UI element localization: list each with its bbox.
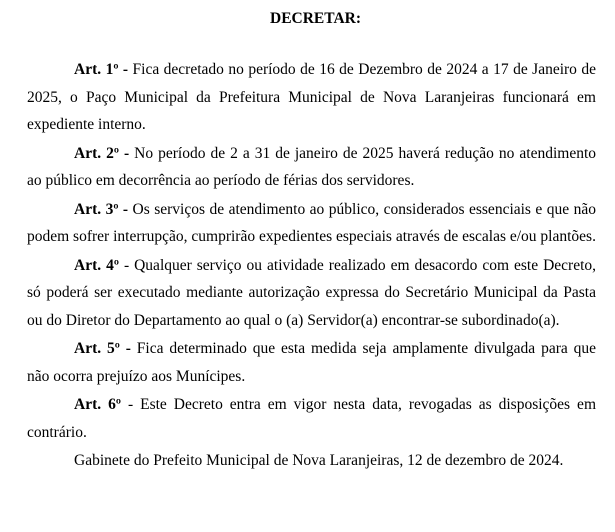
article-6: [27, 391, 596, 446]
article-3: [27, 196, 596, 251]
article-1: [27, 56, 596, 139]
article-label: Art. 4º: [74, 256, 119, 274]
article-text: Os serviços de atendimento ao público, considerados essenciais e que não podem sofrer interrupção, cumprirão expedientes especiais através de escalas e/ou plantões.: [27, 200, 597, 245]
decree-heading: DECRETAR:: [270, 10, 361, 27]
article-label: Art. 2º -: [74, 144, 130, 162]
article-4: [27, 252, 596, 335]
article-text: Fica decretado no período de 16 de Dezembro de 2024 a 17 de Janeiro de 2025, o Paço Municipal da Prefeitura Municipal de Nova Laranjeiras funcionará em expediente interno.: [27, 61, 597, 133]
article-text: - Este Decreto entra em vigor nesta data, revogadas as disposições em contrário.: [27, 396, 596, 441]
article-label: Art. 5º -: [74, 340, 131, 357]
article-text: No período de 2 a 31 de janeiro de 2025 haverá redução no atendimento ao público em decorrência ao período de férias dos servidores.: [27, 144, 597, 189]
article-label: Art. 6º: [74, 396, 121, 413]
article-label: Art. 1º -: [74, 61, 129, 78]
article-text: Fica determinado que esta medida seja amplamente divulgada para que não ocorra prejuízo aos Munícipes.: [27, 340, 597, 385]
article-text: - Qualquer serviço ou atividade realizado em desacordo com este Decreto, só poderá ser executado mediante autorização expressa do Secretário Municipal da Pasta ou do Diretor do Departamento ao qual o (a) Servidor(a) encontrar-se subordinado(a).: [27, 256, 597, 329]
article-label: Art. 3º -: [74, 200, 129, 218]
article-2: [27, 140, 596, 195]
article-5: [27, 335, 596, 390]
closing-line: Gabinete do Prefeito Municipal de Nova Laranjeiras, 12 de dezembro de 2024.: [74, 452, 564, 469]
